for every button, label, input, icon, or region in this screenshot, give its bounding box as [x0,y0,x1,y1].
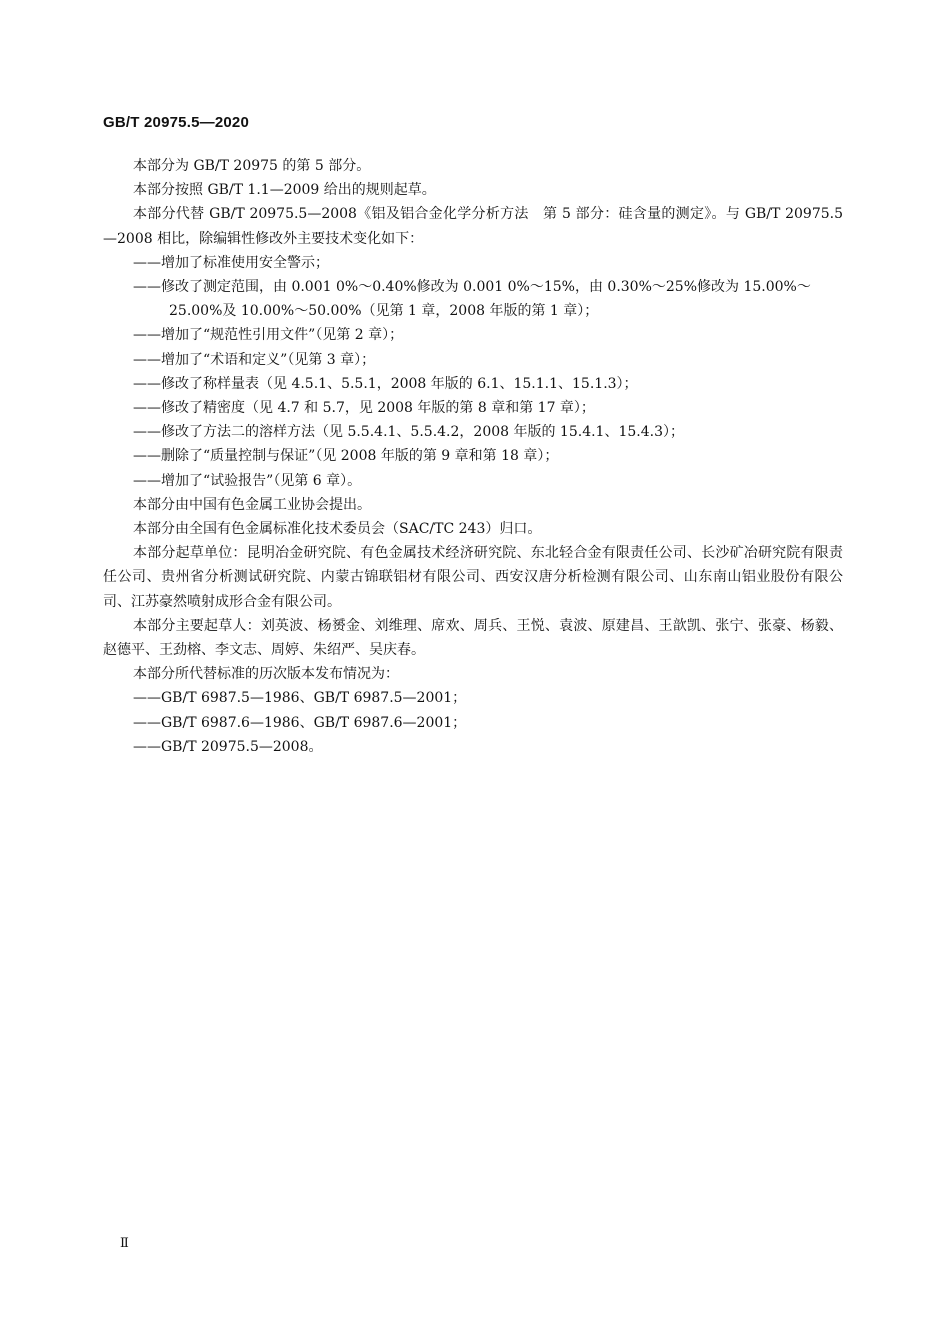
changes-list [103,251,843,493]
paragraph-part-statement: 本部分为 GB/T 20975 的第 5 部分。 [133,158,371,174]
change-item: ——增加了标准使用安全警示； [133,254,329,271]
document-body [103,154,843,759]
page-number: Ⅱ [120,1236,129,1251]
paragraph-committee: 本部分由全国有色金属标准化技术委员会（SAC/TC 243）归口。 [133,521,542,538]
change-item: ——删除了“质量控制与保证”（见 2008 年版的第 9 章和第 18 章）； [133,448,559,465]
history-list [103,686,843,759]
change-item: ——修改了测定范围，由 0.001 0%～0.40%修改为 0.001 0%～15%，由 0.30%～25%修改为 15.00%～25.00%及 10.00%～50.00%（见第 1 章，2008 年版的第 1 章）； [133,279,811,320]
change-item: ——修改了精密度（见 4.7 和 5.7，见 2008 年版的第 8 章和第 17 章）； [133,400,595,417]
paragraph-replacement: 本部分代替 GB/T 20975.5—2008《铝及铝合金化学分析方法 第 5 部分：硅含量的测定》。与 GB/T 20975.5—2008 相比，除编辑性修改外主要技术变化如下： [103,206,843,247]
paragraph-drafting-rules: 本部分按照 GB/T 1.1—2009 给出的规则起草。 [133,182,436,199]
history-item: ——GB/T 6987.5—1986、GB/T 6987.5—2001； [133,690,467,707]
paragraph-proposer: 本部分由中国有色金属工业协会提出。 [133,496,371,513]
change-item: ——增加了“规范性引用文件”（见第 2 章）； [133,327,404,344]
history-item: ——GB/T 6987.6—1986、GB/T 6987.6—2001； [133,714,467,731]
history-item: ——GB/T 20975.5—2008。 [133,738,323,755]
paragraph-drafting-units: 本部分起草单位：昆明冶金研究院、有色金属技术经济研究院、东北轻合金有限责任公司、长沙矿冶研究院有限责任公司、贵州省分析测试研究院、内蒙古锦联铝材有限公司、西安汉唐分析检测有限公司、山东南山铝业股份有限公司、江苏豪然喷射成形合金有限公司。 [103,545,843,610]
paragraph-drafters: 本部分主要起草人：刘英波、杨赟金、刘维理、席欢、周兵、王悦、袁波、原建昌、王歆凯、张宁、张豪、杨毅、赵德平、王劲榕、李文志、周婷、朱绍严、吴庆春。 [103,617,843,659]
paragraph-history-intro: 本部分所代替标准的历次版本发布情况为： [133,666,399,683]
change-item: ——修改了方法二的溶样方法（见 5.5.4.1、5.5.4.2，2008 年版的 15.4.1、15.4.3）； [133,424,684,441]
change-item: ——增加了“试验报告”（见第 6 章）。 [133,472,362,489]
change-item: ——增加了“术语和定义”（见第 3 章）； [133,351,376,368]
document-code: GB/T 20975.5—2020 [103,114,249,131]
change-item: ——修改了称样量表（见 4.5.1、5.5.1，2008 年版的 6.1、15.1.1、15.1.3）； [133,375,638,392]
